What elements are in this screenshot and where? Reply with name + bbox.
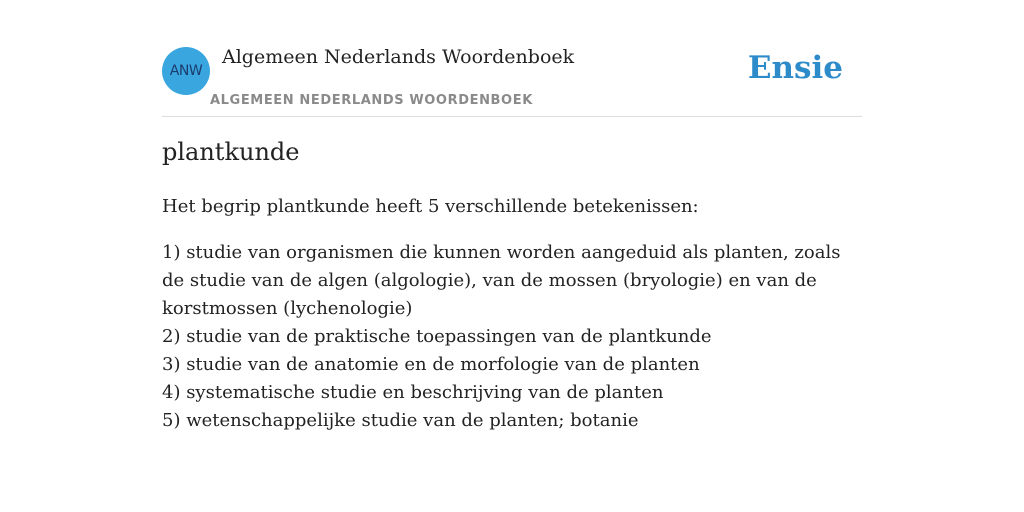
entry-word: plantkunde — [162, 138, 300, 166]
meaning-item: 1) studie van organismen die kunnen worden aangeduid als planten, zoals de studie van de algen (algologie), van de mossen (bryologie) en van de korstmossen (lychenologie) — [162, 242, 841, 319]
entry-intro: Het begrip plantkunde heeft 5 verschillende betekenissen: — [162, 196, 699, 217]
ensie-brand-link[interactable]: Ensie — [747, 50, 843, 86]
meanings-list — [162, 239, 842, 435]
anw-logo[interactable] — [162, 47, 210, 95]
site-subtitle: ALGEMEEN NEDERLANDS WOORDENBOEK — [210, 93, 533, 108]
logo-text: ANW — [169, 63, 203, 79]
meaning-item: 2) studie van de praktische toepassingen van de plantkunde — [162, 326, 712, 347]
meaning-item: 4) systematische studie en beschrijving van de planten — [162, 382, 664, 403]
site-title[interactable]: Algemeen Nederlands Woordenboek — [222, 46, 575, 68]
site-header — [162, 40, 862, 117]
meaning-item: 3) studie van de anatomie en de morfologie van de planten — [162, 354, 700, 375]
meaning-item: 5) wetenschappelijke studie van de planten; botanie — [162, 410, 639, 431]
